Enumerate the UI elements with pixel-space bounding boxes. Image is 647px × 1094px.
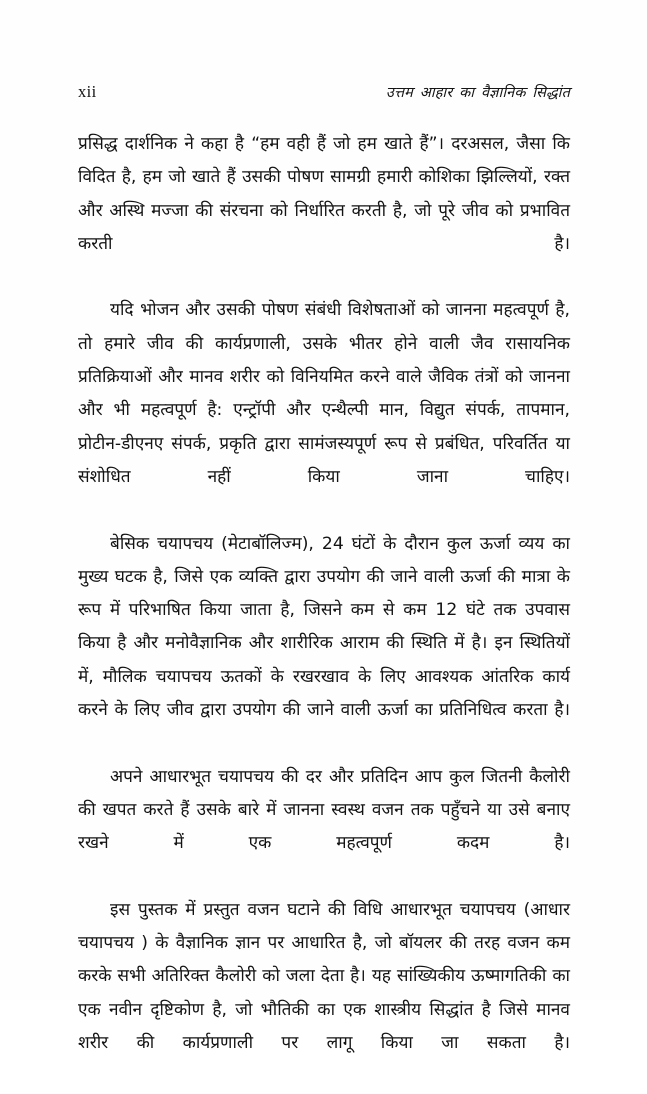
page-number: xii	[78, 82, 97, 101]
paragraph-3: बेसिक चयापचय (मेटाबॉलिज्म), 24 घंटों के दौरान कुल ऊर्जा व्यय का मुख्य घटक है, जिसे एक व्यक्ति द्वारा उपयोग की जाने वाली ऊर्जा की मात्रा के रूप में परिभाषित किया जाता है, जिसने कम से कम 12 घंटे तक उपवास किया है और मनोवैज्ञानिक और शारीरिक आराम की स्थिति में है। इन स्थितियों में, मौलिक चयापचय ऊतकों के रखरखाव के लिए आवश्यक आंतरिक कार्य करने के लिए जीव द्वारा उपयोग की जाने वाली ऊर्जा का प्रतिनिधित्व करता है।	[78, 533, 570, 721]
paragraph-2: यदि भोजन और उसकी पोषण संबंधी विशेषताओं को जानना महत्वपूर्ण है, तो हमारे जीव की कार्यप्रणाली, उसके भीतर होने वाली जैव रासायनिक प्रतिक्रियाओं और मानव शरीर को विनियमित करने वाले जैविक तंत्रों को जानना और भी महत्वपूर्ण है: एन्ट्रॉपी और एन्थैल्पी मान, विद्युत संपर्क, तापमान, प्रोटीन-डीएनए संपर्क, प्रकृति द्वारा सामंजस्यपूर्ण रूप से प्रबंधित, परिवर्तित या संशोधित नहीं किया जाना चाहिए।	[78, 300, 570, 487]
paragraph-1: प्रसिद्ध दार्शनिक ने कहा है “हम वही हैं जो हम खाते हैं”। दरअसल, जैसा कि विदित है, हम जो खाते हैं उसकी पोषण सामग्री हमारी कोशिका झिल्लियों, रक्त और अस्थि मज्जा की संरचना को निर्धारित करती है, जो पूरे जीव को प्रभावित करती है।	[78, 134, 570, 254]
body-text-block	[78, 128, 570, 1094]
running-header	[78, 82, 570, 108]
running-head-title: उत्तम आहार का वैज्ञानिक सिद्धांत	[385, 85, 570, 101]
paragraph-5: इस पुस्तक में प्रस्तुत वजन घटाने की विधि आधारभूत चयापचय (आधार चयापचय ) के वैज्ञानिक ज्ञान पर आधारित है, जो बॉयलर की तरह वजन कम करके सभी अतिरिक्त कैलोरी को जला देता है। यह सांख्यिकीय ऊष्मागतिकी का एक नवीन दृष्टिकोण है, जो भौतिकी का एक शास्त्रीय सिद्धांत है जिसे मानव शरीर की कार्यप्रणाली पर लागू किया जा सकता है।	[78, 899, 570, 1054]
paragraph-4: अपने आधारभूत चयापचय की दर और प्रतिदिन आप कुल जितनी कैलोरी की खपत करते हैं उसके बारे में जानना स्वस्थ वजन तक पहुँचने या उसे बनाए रखने में एक महत्वपूर्ण कदम है।	[78, 766, 570, 854]
